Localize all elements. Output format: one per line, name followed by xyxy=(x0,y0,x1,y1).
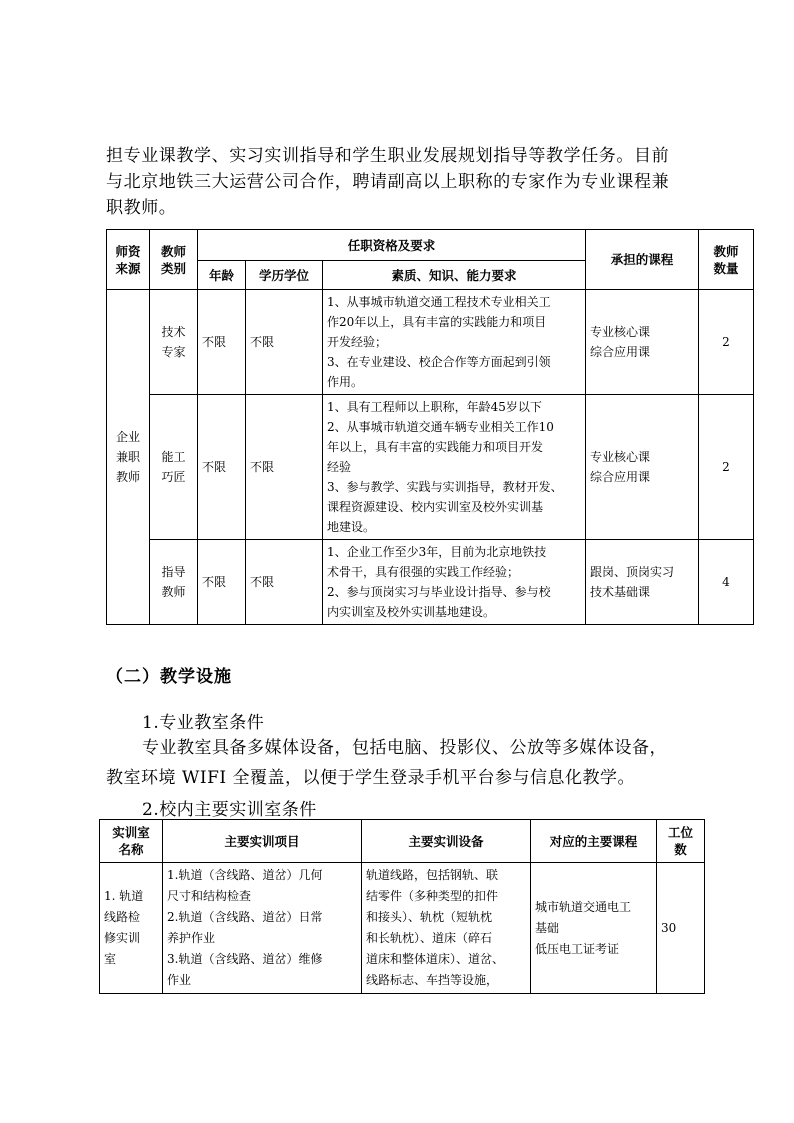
header-ability: 素质、知识、能力要求 xyxy=(323,261,586,290)
classroom-paragraph xyxy=(106,733,706,793)
intro-line: 职教师。 xyxy=(106,198,177,218)
header-projects: 主要实训项目 xyxy=(163,820,362,863)
cell-age: 不限 xyxy=(198,540,246,625)
subsection-title-labs: 2.校内主要实训室条件 xyxy=(142,800,317,820)
cell-degree: 不限 xyxy=(246,395,323,540)
cell-lab-courses: 城市轨道交通电工 基础 低压电工证考证 xyxy=(531,863,657,994)
intro-line: 担专业课教学、实习实训指导和学生职业发展规划指导等教学任务。目前 xyxy=(106,146,670,166)
cell-lab-name: 1. 轨道 线路检 修实训 室 xyxy=(100,863,163,994)
table-row xyxy=(107,540,754,625)
cell-courses: 专业核心课 综合应用课 xyxy=(586,290,699,395)
teacher-table xyxy=(106,229,754,625)
cell-age: 不限 xyxy=(198,290,246,395)
cell-category: 技术 专家 xyxy=(150,290,198,395)
table-row xyxy=(107,395,754,540)
header-source: 师资 来源 xyxy=(107,230,150,290)
header-stations: 工位 数 xyxy=(657,820,705,863)
cell-stations: 30 xyxy=(657,863,705,994)
body-line: 教室环境 WIFI 全覆盖，以便于学生登录手机平台参与信息化教学。 xyxy=(106,768,636,788)
subsection-title-classroom: 1.专业教室条件 xyxy=(142,713,265,733)
cell-source: 企业 兼职 教师 xyxy=(107,290,150,625)
header-degree: 学历学位 xyxy=(246,261,323,290)
header-count: 教师 数量 xyxy=(699,230,754,290)
header-lab-name: 实训室 名称 xyxy=(100,820,163,863)
cell-category: 指导 教师 xyxy=(150,540,198,625)
cell-courses: 专业核心课 综合应用课 xyxy=(586,395,699,540)
intro-paragraph xyxy=(106,143,694,221)
cell-age: 不限 xyxy=(198,395,246,540)
cell-equipment: 轨道线路，包括钢轨、联 结零件（多种类型的扣件 和接头）、轨枕（短轨枕 和长轨枕）、道床（碎石 道床和整体道床）、道岔、 线路标志、车挡等设施， xyxy=(362,863,531,994)
header-courses: 承担的课程 xyxy=(586,230,699,290)
header-age: 年龄 xyxy=(198,261,246,290)
section-heading: （二）教学设施 xyxy=(106,667,232,687)
cell-count: 2 xyxy=(699,395,754,540)
cell-count: 4 xyxy=(699,540,754,625)
cell-degree: 不限 xyxy=(246,540,323,625)
header-lab-courses: 对应的主要课程 xyxy=(531,820,657,863)
cell-count: 2 xyxy=(699,290,754,395)
header-qualification: 任职资格及要求 xyxy=(198,230,586,261)
table-row xyxy=(107,290,754,395)
cell-courses: 跟岗、顶岗实习 技术基础课 xyxy=(586,540,699,625)
lab-table xyxy=(99,819,705,994)
cell-degree: 不限 xyxy=(246,290,323,395)
cell-category: 能工 巧匠 xyxy=(150,395,198,540)
cell-requirements: 1、企业工作至少3年，目前为北京地铁技 术骨干，具有很强的实践工作经验； 2、参与顶岗实习与毕业设计指导、参与校 内实训室及校外实训基地建设。 xyxy=(323,540,586,625)
cell-projects: 1.轨道（含线路、道岔）几何 尺寸和结构检查 2.轨道（含线路、道岔）日常 养护作业 3.轨道（含线路、道岔）维修 作业 xyxy=(163,863,362,994)
table-row xyxy=(100,863,705,994)
cell-requirements: 1、从事城市轨道交通工程技术专业相关工 作20年以上，具有丰富的实践能力和项目 开发经验； 3、在专业建设、校企合作等方面起到引领 作用。 xyxy=(323,290,586,395)
body-line: 专业教室具备多媒体设备，包括电脑、投影仪、公放等多媒体设备， xyxy=(142,738,667,758)
cell-requirements: 1、具有工程师以上职称，年龄45岁以下 2、从事城市轨道交通车辆专业相关工作10 年以上，具有丰富的实践能力和项目开发 经验 3、参与教学、实践与实训指导，教材开发、 课程资源建设、校内实训室及校外实训基 地建设。 xyxy=(323,395,586,540)
header-equipment: 主要实训设备 xyxy=(362,820,531,863)
intro-line: 与北京地铁三大运营公司合作，聘请副高以上职称的专家作为专业课程兼 xyxy=(106,172,670,192)
header-category: 教师 类别 xyxy=(150,230,198,290)
